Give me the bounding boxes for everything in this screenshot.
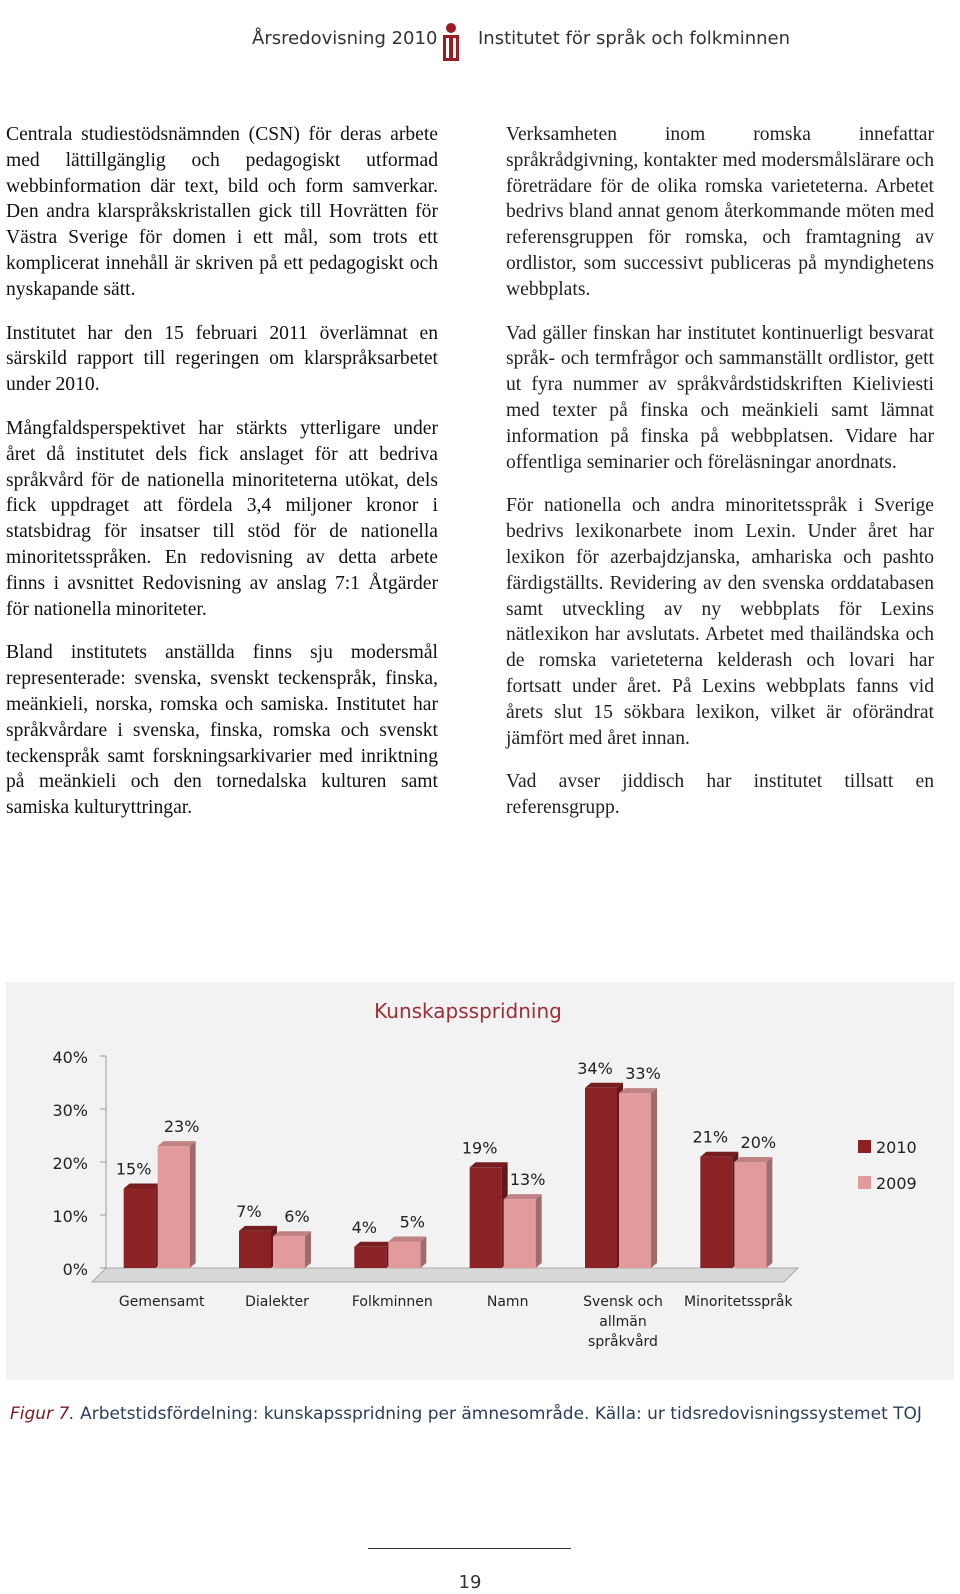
data-label: 6% — [284, 1207, 310, 1227]
bar-2010-0 — [124, 1189, 156, 1269]
bar-top — [504, 1194, 542, 1199]
category-label: Dialekter — [245, 1294, 309, 1310]
data-label: 7% — [236, 1201, 262, 1221]
category-label: Minoritetsspråk — [684, 1294, 793, 1310]
y-tick-label: 20% — [52, 1154, 88, 1173]
legend-label: 2010 — [876, 1138, 917, 1157]
institute-logo-icon — [438, 22, 464, 62]
bar-2010-4 — [585, 1088, 617, 1268]
left-column — [6, 122, 438, 839]
bar-2010-3 — [470, 1167, 502, 1268]
bar-side — [766, 1157, 772, 1268]
y-tick-label: 0% — [62, 1260, 88, 1279]
category-label: Gemensamt — [118, 1294, 205, 1310]
paragraph: Vad avser jiddisch har institutet tillsatt en referensgrupp. — [506, 771, 934, 819]
data-label: 20% — [740, 1133, 777, 1152]
paragraph: Institutet har den 15 februari 2011 överlämnat en särskild rapport till regeringen om klarspråksarbetet under 2010. — [6, 322, 438, 396]
chart-canvas — [6, 982, 954, 1380]
bar-top — [354, 1242, 392, 1247]
legend-swatch — [858, 1176, 871, 1189]
figure-caption — [10, 1404, 950, 1424]
bar-2009-2 — [388, 1242, 420, 1269]
right-column — [506, 122, 934, 839]
figure-number: Figur 7. — [10, 1404, 75, 1424]
bar-top — [158, 1141, 196, 1146]
bar-2010-5 — [700, 1157, 732, 1268]
bar-2009-4 — [619, 1093, 651, 1268]
paragraph: För nationella och andra minoritetsspråk i Sverige bedrivs lexikonarbete inom Lexin. Under året har lexikon för azerbajdzjanska, amhariska och pashto färdigställts. Revidering av den svenska orddatabasen samt utveckling av ny webbplats för Lexins nätlexikon har avslutats. Arbetet med thailändska och de romska varieteterna kelderash och lovari har fortsatt under året. På Lexins webbplats fanns vid årets slut 15 sökbara lexikon, vilket är oförändrat jämfört med året innan. — [506, 495, 934, 749]
bar-side — [190, 1141, 196, 1268]
paragraph: Mångfaldsperspektivet har stärkts ytterligare under året då institutet dels fick anslaget för att bedriva språkvård för de nationella minoriteterna utökat, dels fick uppdraget att fördela 3,4 miljoner kronor i statsbidrag för insatser till stöd för de nationella minoritetsspråken. En redovisning av detta arbete finns i avsnittet Redovisning av anslag 7:1 Åtgärder för nationella minoriteter. — [6, 417, 438, 620]
data-label: 19% — [461, 1138, 498, 1158]
bar-side — [536, 1194, 542, 1268]
caption-text: Arbetstidsfördelning: kunskapsspridning per ämnesområde. Källa: ur tidsredovisningssystemet TOJ — [74, 1404, 922, 1424]
y-tick-label: 10% — [52, 1207, 88, 1226]
bar-side — [305, 1231, 311, 1268]
bar-top — [585, 1083, 623, 1088]
legend-label: 2009 — [876, 1174, 917, 1193]
legend-swatch — [858, 1140, 871, 1153]
bar-2009-5 — [734, 1162, 766, 1268]
bar-top — [388, 1237, 426, 1242]
bar-top — [470, 1162, 508, 1167]
bar-2010-2 — [354, 1247, 386, 1268]
bar-top — [619, 1088, 657, 1093]
data-label: 34% — [577, 1058, 613, 1078]
report-title: Årsredovisning 2010 — [252, 28, 438, 49]
page-header — [0, 22, 960, 62]
bar-top — [273, 1231, 311, 1236]
chart-title: Kunskapsspridning — [374, 999, 562, 1023]
data-label: 33% — [625, 1064, 661, 1084]
bar-2009-0 — [158, 1146, 190, 1268]
bar-top — [239, 1226, 277, 1231]
institute-name: Institutet för språk och folkminnen — [478, 28, 791, 49]
data-label: 21% — [692, 1127, 729, 1147]
bar-2009-3 — [504, 1199, 536, 1268]
data-label: 4% — [351, 1217, 378, 1237]
category-label: Namn — [486, 1294, 529, 1310]
chart-floor — [92, 1268, 798, 1282]
y-tick-label: 40% — [52, 1048, 88, 1067]
paragraph: Centrala studiestödsnämnden (CSN) för deras arbete med lättillgänglig och pedagogiskt utformad webbinformation där text, bild och form samverkar. Den andra klarspråkskristallen gick till Hovrätten för Västra Sverige för domen i ett mål, som trots ett komplicerat innehåll är skriven på ett pedagogiskt och nyskapande sätt. — [6, 124, 438, 300]
data-label: 13% — [509, 1170, 546, 1190]
bar-top — [700, 1152, 738, 1157]
page-number: 19 — [458, 1572, 482, 1593]
paragraph: Bland institutets anställda finns sju modersmål representerade: svenska, svenskt teckenspråk, finska, meänkieli, norska, romska och samiska. Institutet har språkvårdare i svenska, finska, romska och svenskt teckenspråk samt forskningsarkivarier med inriktning på meänkieli och den tornedalska kulturen samt samiska kulturyttringar. — [6, 642, 438, 819]
bar-2009-1 — [273, 1236, 305, 1268]
paragraph: Verksamheten inom romska innefattar språkrådgivning, kontakter med modersmålslärare och företrädare för de olika romska varieteterna. Arbetet bedrivs bland annat genom återkommande möten med referensgruppen för romska, och framtagning av ordlistor, som successivt publiceras på myndighetens webbplats. — [506, 124, 934, 300]
bar-top — [124, 1184, 162, 1189]
y-tick-label: 30% — [52, 1101, 88, 1120]
category-label: Folkminnen — [351, 1294, 433, 1310]
category-label: allmän — [599, 1314, 647, 1330]
data-label: 15% — [115, 1159, 152, 1179]
bar-side — [651, 1088, 657, 1268]
paragraph: Vad gäller finskan har institutet kontinuerligt besvarat språk- och termfrågor och sammanställt ordlistor, gett ut fyra nummer av språkvårdstidskriften Kieliviesti med texter på finska och meänkieli samt lämnat information på finska på webbplatsen. Vidare har offentliga seminarier och föreläsningar anordnats. — [506, 322, 934, 473]
bar-top — [734, 1157, 772, 1162]
category-label: språkvård — [588, 1334, 658, 1350]
bar-side — [420, 1237, 426, 1269]
bar-2010-1 — [239, 1231, 271, 1268]
category-label: Svensk och — [583, 1294, 663, 1310]
bar-chart — [6, 982, 954, 1380]
data-label: 23% — [163, 1117, 200, 1137]
data-label: 5% — [399, 1212, 426, 1232]
footer-divider — [368, 1548, 571, 1549]
